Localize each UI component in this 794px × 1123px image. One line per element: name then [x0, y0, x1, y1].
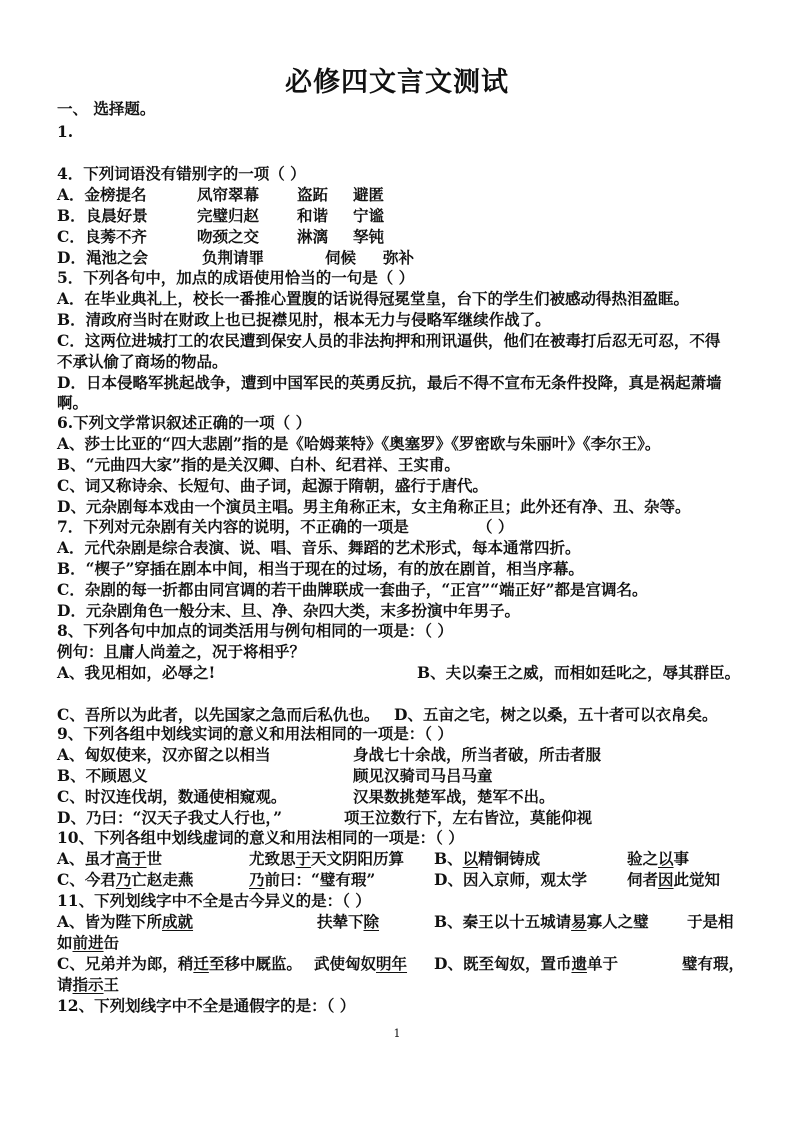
q10-a-1-post: 世 — [146, 849, 163, 868]
q11-b-3-post: 缶 — [103, 933, 120, 952]
q10-b-1-underlined: 以 — [462, 849, 479, 868]
q11-c-1-post: 至移中厩监。 — [208, 954, 302, 973]
q4-d-1: D．渑池之会 — [57, 248, 148, 267]
q10-a-2-post: 天文阴阳历算 — [311, 849, 405, 868]
q9-a-2: 身战七十余战，所当者破，所击者服 — [353, 745, 602, 764]
question-7-option-c: C．杂剧的每一折都由同宫调的若干曲牌联成一套曲子，“正宫”“端正好”都是宫调名。 — [57, 580, 648, 599]
q9-b-1: B、不顾恩义 — [57, 766, 148, 785]
q9-a-1: A、匈奴使来，汉亦留之以相当 — [57, 745, 271, 764]
page-title: 必修四文言文测试 — [285, 67, 509, 98]
q4-c-4: 孥钝 — [353, 227, 385, 246]
q10-d-2-underlined: 因 — [658, 870, 674, 889]
q4-d-4: 弥补 — [383, 248, 415, 267]
q11-a-2 — [317, 912, 379, 932]
q11-c-2-pre: 武使匈奴 — [314, 954, 377, 973]
question-6-option-b: B、“元曲四大家”指的是关汉卿、白朴、纪君祥、王实甫。 — [57, 455, 460, 474]
question-11-stem: 11、下列划线字中不全是古今异义的是：（ ） — [57, 891, 371, 910]
question-5-option-c: C．这两位进城打工的农民遭到保安人员的非法拘押和刑讯逼供，他们在被毒打后忍无可忍，不得 — [57, 331, 721, 350]
q10-c-1 — [57, 870, 193, 890]
q11-b-3-pre: 如 — [57, 933, 73, 952]
q11-c-1 — [57, 954, 302, 974]
question-5-option-d: D．日本侵略军挑起战争，遭到中国军民的英勇反抗，最后不得不宣布无条件投降，真是祸起萧墙 — [57, 373, 722, 392]
q11-b-1-post: 寡人之璧 — [586, 912, 649, 931]
q11-d-1-post: 单于 — [586, 954, 618, 973]
q11-a-1-underlined: 成就 — [162, 912, 194, 931]
q4-c-3: 淋漓 — [297, 227, 329, 246]
q10-b-2-underlined: 以 — [658, 849, 674, 868]
q10-b-1-pre: B、 — [434, 849, 463, 868]
question-10-stem: 10、下列各组中划线虚词的意义和用法相同的一项是：（ ） — [57, 828, 464, 847]
page-number: 1 — [393, 1027, 401, 1040]
question-4-stem: 4．下列词语没有错别字的一项（ ） — [57, 164, 306, 183]
section-heading: 一、 选择题。 — [57, 99, 156, 118]
question-5-option-b: B．清政府当时在财政上也已捉襟见肘，根本无力与侵略军继续作战了。 — [57, 310, 551, 329]
question-6-option-c: C、词又称诗余、长短句、曲子词，起源于隋朝，盛行于唐代。 — [57, 476, 488, 495]
question-12-stem: 12、下列划线字中不全是通假字的是：（ ） — [57, 996, 356, 1015]
q11-b-1 — [434, 912, 649, 932]
q9-d-1: D、乃曰：“汉天子我丈人行也，” — [57, 808, 283, 827]
q11-a-2-underlined: 除 — [363, 912, 380, 931]
question-5-stem: 5．下列各句中，加点的成语使用恰当的一句是（ ） — [57, 268, 415, 287]
q4-a-1: A．金榜提名 — [57, 185, 147, 204]
question-7-option-a: A．元代杂剧是综合表演、说、唱、音乐、舞蹈的艺术形式，每本通常四折。 — [57, 538, 581, 557]
q10-c-1-pre: C、今君 — [57, 870, 116, 889]
q10-a-1-underlined: 高于 — [115, 849, 147, 868]
q9-c-2: 汉果数挑楚军战，楚军不出。 — [353, 787, 555, 806]
q10-c-1-underlined: 乃 — [115, 870, 132, 889]
q11-b-1-underlined: 易 — [571, 912, 587, 931]
q11-b-2: 于是相 — [687, 912, 734, 931]
q10-d-2-post: 此觉知 — [673, 870, 721, 889]
q10-c-2-underlined: 乃 — [249, 870, 265, 889]
question-11-option-d-cont — [57, 975, 119, 995]
question-5-option-c-cont: 不承认偷了商场的物品。 — [57, 352, 228, 371]
q4-b-2: 完璧归赵 — [197, 206, 260, 225]
q11-d-3-post: 王 — [103, 975, 120, 994]
q11-c-1-pre: C、兄弟并为郎，稍 — [57, 954, 194, 973]
question-7-option-d: D．元杂剧角色一般分末、旦、净、杂四大类，末多扮演中年男子。 — [57, 601, 520, 620]
question-5-option-d-cont: 啊。 — [57, 393, 89, 412]
q7-paren: （ ） — [477, 517, 514, 536]
question-6-option-a: A、莎士比亚的“四大悲剧”指的是《哈姆莱特》《奥塞罗》《罗密欧与朱丽叶》《李尔王》。 — [57, 434, 661, 453]
q11-c-1-underlined: 迁 — [193, 954, 209, 973]
question-8-stem: 8、下列各句中加点的词类活用与例句相同的一项是：（ ） — [57, 621, 453, 640]
q11-d-2: 璧有瑕， — [682, 954, 745, 973]
q4-c-1: C．良莠不齐 — [57, 227, 147, 246]
q4-a-2: 凤帘翠幕 — [197, 185, 260, 204]
q11-a-1 — [57, 912, 193, 932]
q10-d-1: D、因入京师，观太学 — [434, 870, 587, 889]
q4-d-3: 伺候 — [325, 248, 357, 267]
q10-a-2-underlined: 于 — [295, 849, 312, 868]
q9-d-2: 项王泣数行下，左右皆泣，莫能仰视 — [344, 808, 593, 827]
q11-d-3-underlined: 指示 — [72, 975, 104, 994]
q10-c-1-post: 亡赵走燕 — [131, 870, 194, 889]
q9-c-1: C、时汉连伐胡，数通使相窥观。 — [57, 787, 287, 806]
q4-b-1: B．良晨好景 — [57, 206, 148, 225]
question-11-option-b-cont — [57, 933, 119, 953]
q8-d: D、五亩之宅，树之以桑，五十者可以衣帛矣。 — [394, 705, 718, 724]
q7-stem-text: 7．下列对元杂剧有关内容的说明，不正确的一项是 — [57, 517, 409, 536]
question-6-option-d: D、元杂剧每本戏由一个演员主唱。男主角称正末，女主角称正旦；此外还有净、丑、杂等。 — [57, 497, 691, 516]
q11-a-1-pre: A、皆为陛下所 — [57, 912, 163, 931]
q11-b-1-pre: B、秦王以十五城请 — [434, 912, 572, 931]
q10-a-2-pre: 尤致思 — [249, 849, 296, 868]
q10-c-2-post: 前曰：“璧有瑕” — [264, 870, 376, 889]
q8-a: A、我见相如，必辱之! — [57, 663, 216, 682]
q10-b-2 — [627, 849, 689, 869]
q4-b-4: 宁谧 — [353, 206, 385, 225]
q8-b: B、夫以秦王之威，而相如廷叱之，辱其群臣。 — [417, 663, 741, 682]
question-1: 1. — [57, 122, 74, 141]
q10-a-2 — [249, 849, 404, 869]
question-8-example: 例句：且庸人尚羞之，况于将相乎？ — [57, 642, 306, 661]
q10-d-2-pre: 伺者 — [627, 870, 659, 889]
q4-d-2: 负荆请罪 — [202, 248, 265, 267]
q11-b-3-underlined: 前进 — [72, 933, 104, 952]
q8-c: C、吾所以为此者，以先国家之急而后私仇也。 — [57, 705, 380, 724]
q4-a-3: 盗跖 — [297, 185, 329, 204]
q11-d-3-pre: 请 — [57, 975, 73, 994]
q9-b-2: 顾见汉骑司马吕马童 — [353, 766, 493, 785]
q4-a-4: 避匿 — [353, 185, 385, 204]
question-7-option-b: B．“楔子”穿插在剧本中间，相当于现在的过场，有的放在剧首，相当序幕。 — [57, 559, 584, 578]
q10-b-2-pre: 验之 — [627, 849, 659, 868]
question-6-stem: 6.下列文学常识叙述正确的一项（ ） — [57, 413, 312, 432]
q10-c-2 — [249, 870, 375, 890]
q11-c-2 — [314, 954, 407, 974]
q11-c-2-underlined: 明年 — [376, 954, 408, 973]
q11-d-1-underlined: 遗 — [571, 954, 587, 973]
q11-d-1-pre: D、既至匈奴，置币 — [434, 954, 572, 973]
question-5-option-a: A．在毕业典礼上，校长一番推心置腹的话说得冠冕堂皇，台下的学生们被感动得热泪盈眶。 — [57, 289, 690, 308]
q10-b-1 — [434, 849, 540, 869]
q10-a-1-pre: A、虽才 — [57, 849, 116, 868]
q10-b-1-post: 精铜铸成 — [478, 849, 541, 868]
q4-b-3: 和谐 — [297, 206, 329, 225]
q10-b-2-post: 事 — [673, 849, 690, 868]
q11-a-2-pre: 扶辇下 — [317, 912, 364, 931]
q10-a-1 — [57, 849, 162, 869]
q10-d-2 — [627, 870, 720, 890]
q4-c-2: 吻颈之交 — [197, 227, 260, 246]
q11-d-1 — [434, 954, 618, 974]
question-9-stem: 9、下列各组中划线实词的意义和用法相同的一项是：（ ） — [57, 724, 453, 743]
